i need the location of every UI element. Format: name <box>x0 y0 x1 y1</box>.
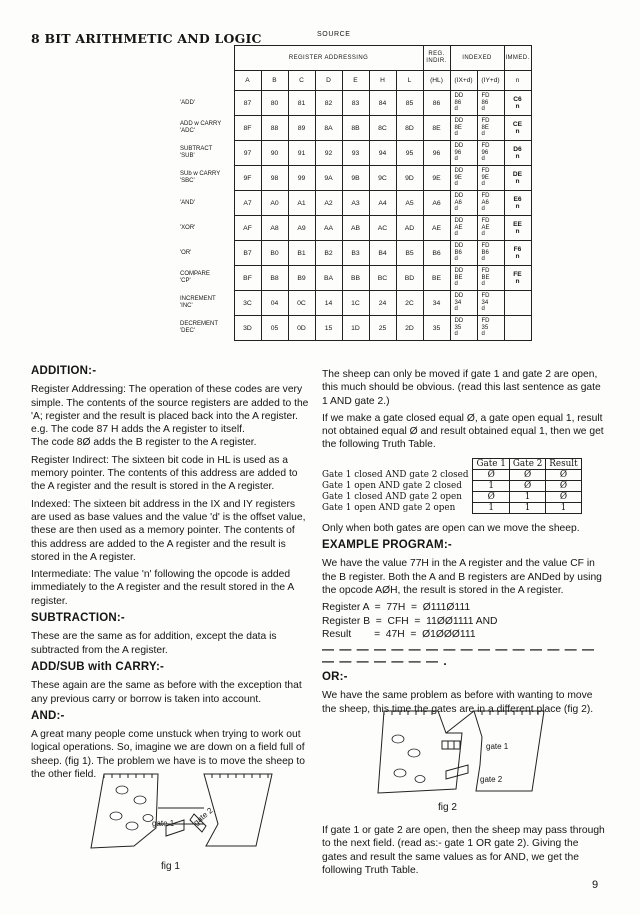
fig2-gate1-label: gate 1 <box>486 742 509 751</box>
opcode-cell-ix: DD A6 d <box>450 191 477 216</box>
truth-row <box>322 491 581 502</box>
opcode-cell: B4 <box>369 241 396 266</box>
opcode-cell-ix: DD 86 d <box>450 91 477 116</box>
and-truth-table <box>322 458 582 514</box>
opcode-cell: 3C <box>234 291 261 316</box>
opcode-cell-immediate: D6 n <box>504 141 531 166</box>
opcode-cell-hl: 96 <box>423 141 450 166</box>
opcode-cell: B3 <box>342 241 369 266</box>
opcode-cell-immediate: C6 n <box>504 91 531 116</box>
col-header: C <box>288 71 315 91</box>
opcode-row <box>177 91 531 116</box>
opcode-cell: 1D <box>342 316 369 341</box>
truth-cell: Ø <box>546 469 581 480</box>
opcode-cell-ix: DD 8E d <box>450 116 477 141</box>
row-label: 'XOR' <box>177 216 234 241</box>
truth-cell: Ø <box>509 469 545 480</box>
source-label: SOURCE <box>317 31 351 38</box>
truth-row <box>322 480 581 491</box>
opcode-cell: BF <box>234 266 261 291</box>
opcode-cell: B0 <box>261 241 288 266</box>
subtraction-paragraph: These are the same as for addition, except the data is subtracted from the A register. <box>31 631 277 656</box>
opcode-cell: 94 <box>369 141 396 166</box>
opcode-cell: 9A <box>315 166 342 191</box>
opcode-cell: AA <box>315 216 342 241</box>
opcode-cell-ix: DD 9E d <box>450 166 477 191</box>
opcode-cell: 9D <box>396 166 423 191</box>
opcode-cell: 05 <box>261 316 288 341</box>
opcode-cell: 80 <box>261 91 288 116</box>
sheep-1 <box>116 786 128 794</box>
opcode-cell: A8 <box>261 216 288 241</box>
truth-header: Gate 2 <box>509 458 545 469</box>
opcode-cell-hl: BE <box>423 266 450 291</box>
opcode-cell: 8D <box>396 116 423 141</box>
opcode-cell-iy: FD 86 d <box>477 91 504 116</box>
right-paragraph-5: We have the same problem as before with wanting to move the sheep, this time the gates are in a different place (fig 2). <box>322 690 594 715</box>
sheep-3 <box>110 812 122 820</box>
col-header: A <box>234 71 261 91</box>
opcode-row <box>177 266 531 291</box>
opcode-cell-hl: B6 <box>423 241 450 266</box>
addsub-carry-paragraph: These again are the same as before with the exception that any previous carry or borrow is taken into account. <box>31 680 302 705</box>
truth-row-label: Gate 1 closed AND gate 2 closed <box>322 469 469 480</box>
opcode-cell: A7 <box>234 191 261 216</box>
opcode-cell-immediate: E6 n <box>504 191 531 216</box>
header-indexed: INDEXED <box>450 46 504 71</box>
opcode-cell: 3D <box>234 316 261 341</box>
opcode-cell: 8F <box>234 116 261 141</box>
opcode-cell: 25 <box>369 316 396 341</box>
opcode-cell: B2 <box>315 241 342 266</box>
opcode-row <box>177 291 531 316</box>
opcode-cell-hl: 35 <box>423 316 450 341</box>
opcode-cell-iy: FD BE d <box>477 266 504 291</box>
opcode-cell-ix: DD 96 d <box>450 141 477 166</box>
right-paragraph-6: If gate 1 or gate 2 are open, then the sheep may pass through to the next field. (read as:- gate 1 OR gate 2). Giving the gates and result the same values as for AND, we get the following Truth Table. <box>322 825 605 876</box>
row-label: 'OR' <box>177 241 234 266</box>
field-left <box>91 774 158 848</box>
opcode-cell: BC <box>369 266 396 291</box>
right-paragraph-1: The sheep can only be moved if gate 1 and gate 2 are open, this much should be obvious. (read this last sentence as gate 1 AND gate 2.) <box>322 369 601 407</box>
addition-heading: ADDITION:- <box>31 365 97 377</box>
opcode-cell-ix: DD BE d <box>450 266 477 291</box>
opcode-cell: 8B <box>342 116 369 141</box>
opcode-cell: BA <box>315 266 342 291</box>
opcode-cell-iy: FD 34 d <box>477 291 504 316</box>
col-header: H <box>369 71 396 91</box>
opcode-cell: 82 <box>315 91 342 116</box>
row-label: DECREMENT 'DEC' <box>177 316 234 341</box>
opcode-cell: 0D <box>288 316 315 341</box>
opcode-row <box>177 166 531 191</box>
col-header: (IX+d) <box>450 71 477 91</box>
truth-cell: Ø <box>509 480 545 491</box>
opcode-cell: AD <box>396 216 423 241</box>
header-immed: IMMED. <box>504 46 531 71</box>
addition-paragraph-3: Indexed: The sixteen bit address in the IX and IY registers are used as base values and the value 'd' is the offset value, these are then used as a memory pointer. The contents of this address are added to the A register and the result is stored in the A register. <box>31 498 306 563</box>
row-label: ADD w CARRY 'ADC' <box>177 116 234 141</box>
opcode-cell: 14 <box>315 291 342 316</box>
opcode-row <box>177 216 531 241</box>
subtraction-heading: SUBTRACTION:- <box>31 612 125 625</box>
opcode-cell: 24 <box>369 291 396 316</box>
truth-header: Result <box>546 458 581 469</box>
fig1-caption: fig 1 <box>161 861 180 872</box>
opcode-cell-iy: FD A6 d <box>477 191 504 216</box>
opcode-cell-immediate: EE n <box>504 216 531 241</box>
opcode-cell: 04 <box>261 291 288 316</box>
opcode-cell: 15 <box>315 316 342 341</box>
sheep-4 <box>126 822 138 830</box>
fig2-caption: fig 2 <box>438 802 457 813</box>
opcode-cell-hl: 86 <box>423 91 450 116</box>
opcode-cell: 91 <box>288 141 315 166</box>
example-program-heading: EXAMPLE PROGRAM:- <box>322 539 452 552</box>
opcode-cell: A1 <box>288 191 315 216</box>
opcode-cell: 9B <box>342 166 369 191</box>
right-paragraph-3: Only when both gates are open can we move the sheep. <box>322 522 580 534</box>
page-number: 9 <box>592 879 599 891</box>
opcode-cell: B5 <box>396 241 423 266</box>
truth-cell: Ø <box>546 480 581 491</box>
opcode-cell-hl: A6 <box>423 191 450 216</box>
col-header: n <box>504 71 531 91</box>
and-paragraph: A great many people come unstuck when trying to work out logical operations. So, imagine we are down on a field full of sheep. (fig 1). The problem we have is to move the sheep to the other field. <box>31 729 305 781</box>
opcode-cell-iy: FD 96 d <box>477 141 504 166</box>
opcode-cell: 97 <box>234 141 261 166</box>
opcode-row <box>177 316 531 341</box>
sheep-4 <box>415 776 425 783</box>
row-label: INCREMENT 'INC' <box>177 291 234 316</box>
opcode-cell-hl: 34 <box>423 291 450 316</box>
opcode-cell: B1 <box>288 241 315 266</box>
opcode-cell: A3 <box>342 191 369 216</box>
opcode-cell: 2D <box>396 316 423 341</box>
opcode-cell: A2 <box>315 191 342 216</box>
right-column <box>322 368 606 720</box>
opcode-cell-iy: FD B6 d <box>477 241 504 266</box>
opcode-cell-iy: FD AE d <box>477 216 504 241</box>
left-column <box>31 362 309 785</box>
opcode-cell: AF <box>234 216 261 241</box>
col-header: (HL) <box>423 71 450 91</box>
opcode-cell: A9 <box>288 216 315 241</box>
row-label: 'ADD' <box>177 91 234 116</box>
opcode-cell: 89 <box>288 116 315 141</box>
opcode-cell: 9C <box>369 166 396 191</box>
opcode-cell-ix: DD 35 d <box>450 316 477 341</box>
sheep-2 <box>134 796 146 804</box>
opcode-cell: 0C <box>288 291 315 316</box>
gate1-shape <box>442 741 460 749</box>
addition-text-1: Register Addressing: The operation of these codes are very simple. The contents of the source registers are added to the 'A; register and the result is placed back into the A register. e.g. The code 87 H adds the A register to itself. <box>31 384 309 436</box>
truth-row-label: Gate 1 open AND gate 2 open <box>322 502 456 513</box>
truth-row-label: Gate 1 open AND gate 2 closed <box>322 480 462 491</box>
truth-cell: 1 <box>473 480 509 491</box>
or-heading: OR:- <box>322 671 348 684</box>
opcode-cell: A0 <box>261 191 288 216</box>
opcode-cell-ix: DD B6 d <box>450 241 477 266</box>
opcode-row <box>177 141 531 166</box>
truth-cell: 1 <box>509 491 545 502</box>
truth-row <box>322 469 581 480</box>
right-paragraph-2: If we make a gate closed equal Ø, a gate open equal 1, result not obtained equal Ø and result obtained equal 1, then we get the following Truth Table. <box>322 412 604 451</box>
opcode-cell-immediate: DE n <box>504 166 531 191</box>
opcode-table <box>177 45 532 341</box>
opcode-cell-immediate: FE n <box>504 266 531 291</box>
opcode-cell-immediate <box>504 316 531 341</box>
col-header: E <box>342 71 369 91</box>
dashed-rule: — — — — — — — — — — — — — — — — — — — — — — — . <box>322 642 596 669</box>
opcode-cell: 88 <box>261 116 288 141</box>
truth-row <box>322 502 581 513</box>
opcode-cell: AB <box>342 216 369 241</box>
row-label: 'AND' <box>177 191 234 216</box>
page-title: 8 BIT ARITHMETIC AND LOGIC <box>31 31 262 46</box>
col-header: L <box>396 71 423 91</box>
sheep-2 <box>408 749 420 757</box>
opcode-cell: 93 <box>342 141 369 166</box>
opcode-cell: 1C <box>342 291 369 316</box>
row-label: COMPARE 'CP' <box>177 266 234 291</box>
right-paragraph-4: We have the value 77H in the A register and the value CF in the B register. Both the A and B registers are ANDed by using the opcode AØH, the result is stored in the A register. <box>322 558 602 596</box>
opcode-cell: BB <box>342 266 369 291</box>
opcode-cell-immediate: F6 n <box>504 241 531 266</box>
and-heading: AND:- <box>31 709 65 722</box>
addition-text-1b: The code 8Ø adds the B register to the A register. <box>31 437 257 449</box>
opcode-row <box>177 191 531 216</box>
opcode-cell-hl: AE <box>423 216 450 241</box>
opcode-cell: 92 <box>315 141 342 166</box>
opcode-cell: 9F <box>234 166 261 191</box>
addsub-carry-heading: ADD/SUB with CARRY:- <box>31 660 165 673</box>
truth-cell: Ø <box>473 491 509 502</box>
opcode-cell: 2C <box>396 291 423 316</box>
opcode-cell: BD <box>396 266 423 291</box>
opcode-row <box>177 116 531 141</box>
truth-cell: Ø <box>546 491 581 502</box>
row-label: SUb w CARRY 'SBC' <box>177 166 234 191</box>
fig2-illustration <box>376 707 556 799</box>
truth-cell: 1 <box>509 502 545 513</box>
opcode-cell: 98 <box>261 166 288 191</box>
truth-cell: 1 <box>473 502 509 513</box>
opcode-cell: B7 <box>234 241 261 266</box>
column-header-row <box>177 71 531 91</box>
col-header: B <box>261 71 288 91</box>
opcode-cell-iy: FD 35 d <box>477 316 504 341</box>
result-line: Result = 47H = Ø1ØØØ111 <box>322 628 476 640</box>
opcode-cell: A5 <box>396 191 423 216</box>
sheep-1 <box>392 735 404 743</box>
row-label: SUBTRACT 'SUB' <box>177 141 234 166</box>
opcode-cell-immediate: CE n <box>504 116 531 141</box>
header-reg-indir: REG. INDIR. <box>423 46 450 71</box>
opcode-cell-iy: FD 9E d <box>477 166 504 191</box>
addition-paragraph-4: Intermediate: The value 'n' following the opcode is added immediately to the A register and the result stored in the A register. <box>31 569 294 607</box>
opcode-row <box>177 241 531 266</box>
opcode-cell: 87 <box>234 91 261 116</box>
fig1-gate2-label: gate 2 <box>191 805 215 828</box>
opcode-cell-iy: FD 8E d <box>477 116 504 141</box>
register-a-line: Register A = 77H = Ø111Ø111 <box>322 602 471 614</box>
addition-paragraph-1 <box>31 383 309 449</box>
truth-header: Gate 1 <box>473 458 509 469</box>
col-header: D <box>315 71 342 91</box>
opcode-cell: 8A <box>315 116 342 141</box>
opcode-cell-hl: 8E <box>423 116 450 141</box>
truth-cell: 1 <box>546 502 581 513</box>
opcode-cell: 84 <box>369 91 396 116</box>
opcode-cell: 90 <box>261 141 288 166</box>
truth-row-label: Gate 1 closed AND gate 2 open <box>322 491 462 502</box>
opcode-cell: A4 <box>369 191 396 216</box>
fig1-illustration <box>86 768 286 862</box>
opcode-cell: 95 <box>396 141 423 166</box>
opcode-cell: 85 <box>396 91 423 116</box>
opcode-cell: 81 <box>288 91 315 116</box>
fig1-gate1-label: gate 1 <box>152 819 175 828</box>
fig2-gate2-label: gate 2 <box>480 775 503 784</box>
col-header: (IY+d) <box>477 71 504 91</box>
field-right <box>204 774 272 846</box>
opcode-cell-ix: DD AE d <box>450 216 477 241</box>
opcode-cell: B9 <box>288 266 315 291</box>
header-register-addressing: REGISTER ADDRESSING <box>234 46 423 71</box>
opcode-cell-ix: DD 34 d <box>450 291 477 316</box>
truth-cell: Ø <box>473 469 509 480</box>
right-column-bottom <box>322 824 606 881</box>
addition-paragraph-2: Register Indirect: The sixteen bit code in HL is used as a memory pointer. The contents of this address are added to the A register and the result is stored in the A register. <box>31 454 298 493</box>
sheep-3 <box>394 769 406 777</box>
opcode-cell: 83 <box>342 91 369 116</box>
opcode-cell: AC <box>369 216 396 241</box>
opcode-cell-hl: 9E <box>423 166 450 191</box>
opcode-cell: 99 <box>288 166 315 191</box>
register-b-line: Register B = CFH = 11ØØ1111 AND <box>322 615 498 627</box>
opcode-cell: B8 <box>261 266 288 291</box>
opcode-cell-immediate <box>504 291 531 316</box>
opcode-cell: 8C <box>369 116 396 141</box>
